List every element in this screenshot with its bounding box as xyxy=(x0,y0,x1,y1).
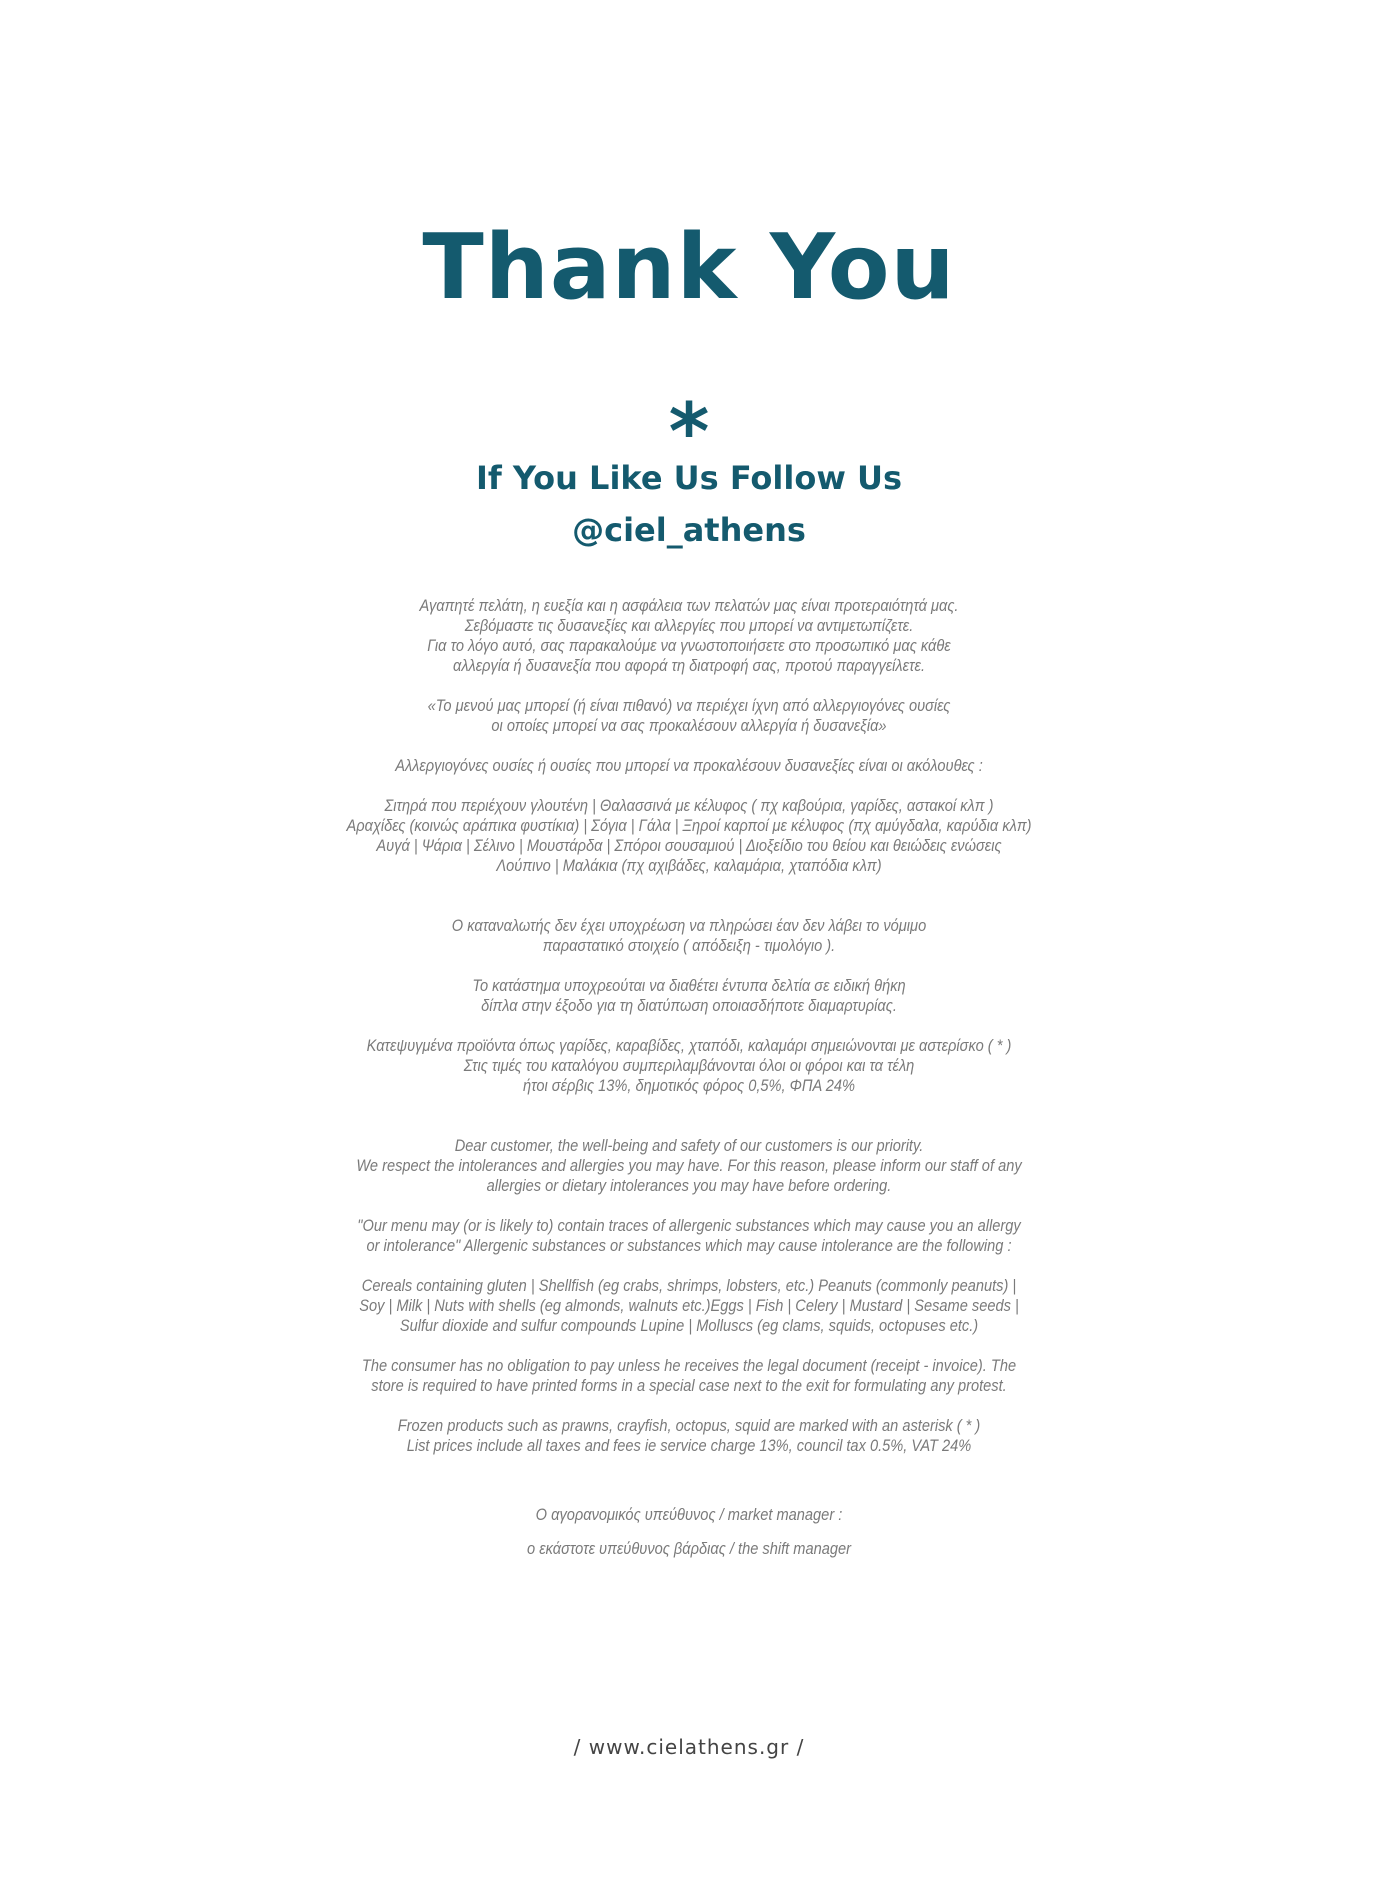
text-line: store is required to have printed forms in a special case next to the exit for formulating any protest. xyxy=(371,1376,1007,1395)
text-line: Cereals containing gluten | Shellfish (eg crabs, shrimps, lobsters, etc.) Peanuts (commonly peanuts) | xyxy=(361,1276,1017,1295)
english-paragraph-1 xyxy=(96,1136,1281,1196)
english-paragraph-4 xyxy=(96,1356,1281,1396)
text-line: Το κατάστημα υποχρεούται να διαθέτει έντυπα δελτία σε ειδική θήκη xyxy=(472,976,906,995)
text-line: ήτοι σέρβις 13%, δημοτικός φόρος 0,5%, ΦΠΑ 24% xyxy=(522,1076,856,1095)
greek-paragraph-3 xyxy=(96,756,1281,776)
text-line: We respect the intolerances and allergies you may have. For this reason, please inform our staff of any xyxy=(356,1156,1022,1175)
allergen-notice xyxy=(96,596,1281,1476)
text-line: Κατεψυγμένα προϊόντα όπως γαρίδες, καραβίδες, χταπόδι, καλαμάρι σημειώνονται με αστερίσκο ( * ) xyxy=(366,1036,1012,1055)
text-line: Αλλεργιογόνες ουσίες ή ουσίες που μπορεί να προκαλέσουν δυσανεξίες είναι οι ακόλουθες : xyxy=(395,756,983,775)
text-line: Για το λόγο αυτό, σας παρακαλούμε να γνωστοποιήσετε στο προσωπικό μας κάθε xyxy=(427,636,951,655)
text-line: αλλεργία ή δυσανεξία που αφορά τη διατροφή σας, προτού παραγγείλετε. xyxy=(452,656,926,675)
text-line: Sulfur dioxide and sulfur compounds Lupine | Molluscs (eg clams, squids, octopuses etc.) xyxy=(399,1316,979,1335)
text-line: οι οποίες μπορεί να σας προκαλέσουν αλλεργία ή δυσανεξία» xyxy=(491,716,887,735)
text-line: Στις τιμές του καταλόγου συμπεριλαμβάνονται όλοι οι φόροι και τα τέλη xyxy=(463,1056,915,1075)
manager-info xyxy=(96,1498,1281,1566)
english-paragraph-2 xyxy=(96,1216,1281,1256)
instagram-handle[interactable]: @ciel_athens xyxy=(572,511,806,549)
text-line: δίπλα στην έξοδο για τη διατύπωση οποιασδήποτε διαμαρτυρίας. xyxy=(481,996,897,1015)
text-line: Dear customer, the well-being and safety of our customers is our priority. xyxy=(454,1136,924,1155)
text-line: "Our menu may (or is likely to) contain traces of allergenic substances which may cause you an allergy xyxy=(357,1216,1021,1235)
page-title: Thank You xyxy=(422,215,956,320)
text-line: Αυγά | Ψάρια | Σέλινο | Μουστάρδα | Σπόροι σουσαμιού | Διοξείδιο του θείου και θειώδεις ενώσεις xyxy=(376,836,1002,855)
asterisk-icon: * xyxy=(668,388,710,478)
text-line: «Το μενού μας μπορεί (ή είναι πιθανό) να περιέχει ίχνη από αλλεργιογόνες ουσίες xyxy=(427,696,951,715)
text-line: List prices include all taxes and fees ie service charge 13%, council tax 0.5%, VAT 24% xyxy=(406,1436,972,1455)
market-manager-line: Ο αγορανομικός υπεύθυνος / market manager : xyxy=(535,1505,843,1524)
website-link[interactable]: / www.cielathens.gr / xyxy=(573,1735,805,1759)
text-line: allergies or dietary intolerances you may have before ordering. xyxy=(486,1176,892,1195)
text-line: παραστατικό στοιχείο ( απόδειξη - τιμολόγιο ). xyxy=(542,936,836,955)
text-line: Soy | Milk | Nuts with shells (eg almonds, walnuts etc.)Eggs | Fish | Celery | Mustard | Sesame seeds | xyxy=(359,1296,1019,1315)
text-line: Σιτηρά που περιέχουν γλουτένη | Θαλασσινά με κέλυφος ( πχ καβούρια, γαρίδες, αστακοί κλπ ) xyxy=(384,796,994,815)
greek-paragraph-5 xyxy=(96,916,1281,956)
text-line: Frozen products such as prawns, crayfish, octopus, squid are marked with an asterisk ( * ) xyxy=(397,1416,981,1435)
text-line: Αραχίδες (κοινώς αράπικα φυστίκια) | Σόγια | Γάλα | Ξηροί καρποί με κέλυφος (πχ αμύγδαλα, καρύδια κλπ) xyxy=(346,816,1032,835)
text-line: Σεβόμαστε τις δυσανεξίες και αλλεργίες που μπορεί να αντιμετωπίζετε. xyxy=(464,616,914,635)
text-line: Λούπινο | Μαλάκια (πχ αχιβάδες, καλαμάρια, χταπόδια κλπ) xyxy=(496,856,882,875)
english-allergen-list xyxy=(96,1276,1281,1336)
english-paragraph-5 xyxy=(96,1416,1281,1456)
shift-manager-line: ο εκάστοτε υπεύθυνος βάρδιας / the shift manager xyxy=(527,1539,851,1558)
greek-paragraph-6 xyxy=(96,976,1281,1016)
follow-us-heading: If You Like Us Follow Us xyxy=(475,459,903,497)
text-line: or intolerance" Allergenic substances or substances which may cause intolerance are the following : xyxy=(366,1236,1012,1255)
greek-allergen-list xyxy=(96,796,1281,876)
text-line: Ο καταναλωτής δεν έχει υποχρέωση να πληρώσει έαν δεν λάβει το νόμιμο xyxy=(451,916,927,935)
greek-paragraph-1 xyxy=(96,596,1281,676)
greek-paragraph-2 xyxy=(96,696,1281,736)
text-line: Αγαπητέ πελάτη, η ευεξία και η ασφάλεια των πελατών μας είναι προτεραιότητά μας. xyxy=(419,596,959,615)
greek-paragraph-7 xyxy=(96,1036,1281,1096)
text-line: The consumer has no obligation to pay unless he receives the legal document (receipt - invoice). The xyxy=(361,1356,1017,1375)
